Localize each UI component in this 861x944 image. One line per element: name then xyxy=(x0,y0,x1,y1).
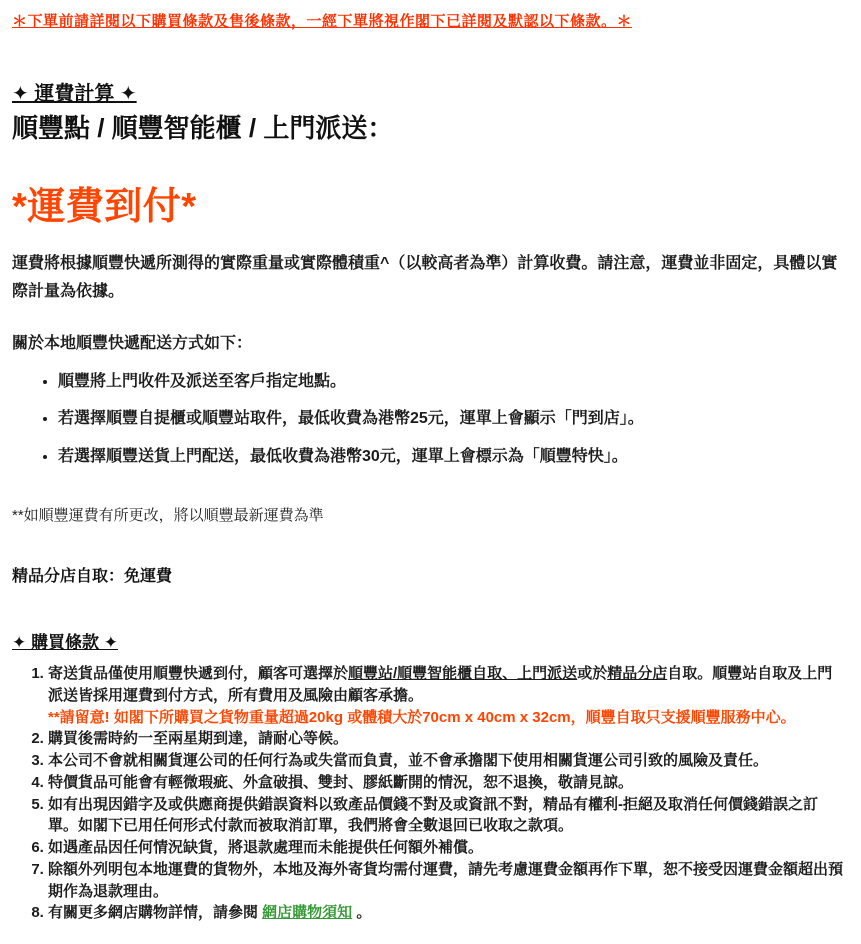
term-item-out-of-stock: 6. 如遇產品因任何情況缺貨，將退款處理而未能提供任何額外補償。 xyxy=(48,837,847,859)
delivery-methods-subheading: 順豐點 / 順豐智能櫃 / 上門派送： xyxy=(12,113,394,143)
purchase-terms-list xyxy=(12,663,847,924)
weight-size-warning: **請留意! 如閣下所購買之貨物重量超過20kg 或體積大於70cm x 40cm x 32cm，順豐自取只支援順豐服務中心。 xyxy=(48,708,796,726)
pre-order-notice: ＊下單前請詳閱以下購買條款及售後條款，一經下單將視作閣下已詳閱及默認以下條款。＊ xyxy=(12,13,633,30)
term1-text: 或於 xyxy=(577,665,608,683)
term-item-pricing-errors: 5. 如有出現因錯字及或供應商提供錯誤資料以致產品價錢不對及或資訊不對，精品有權利-拒絕及取消任何價錢錯誤之訂單。如閣下已用任何形式付款而被取消訂單，我們將會全數退回已收取之款項。 xyxy=(48,794,847,838)
fee-change-note: **如順豐運費有所更改，將以順豐最新運費為準 xyxy=(12,507,324,525)
term1-underlined-boutique: 精品分店 xyxy=(607,665,668,683)
delivery-option-pickup-dispatch: • 順豐將上門收件及派送至客戶指定地點。 xyxy=(58,371,847,393)
delivery-options-list xyxy=(12,371,847,468)
term-item-discounted-goods: 4. 特價貨品可能會有輕微瑕疵、外盒破損、雙封、膠紙斷開的情況，恕不退換，敬請見諒。 xyxy=(48,772,847,794)
term8-text: 有關更多網店購物詳情，請參閱 xyxy=(48,904,263,922)
term-item-carrier-liability: 3. 本公司不會就相關貨運公司的任何行為或失當而負責，並不會承擔閣下使用相關貨運公司引致的風險及責任。 xyxy=(48,750,847,772)
term-item-shipping-cost-refund: 7. 除額外列明包本地運費的貨物外，本地及海外寄貨均需付運費，請先考慮運費金額再作下單，恕不接受因運費金額超出預期作為退款理由。 xyxy=(48,859,847,903)
term1-text: 寄送貨品僅使用順豐快遞到付，顧客可選擇於 xyxy=(48,665,349,683)
fee-basis-paragraph: 運費將根據順豐快遞所測得的實際重量或實際體積重^（以較高者為準）計算收費。請注意，運費並非固定，具體以實際計量為依據。 xyxy=(12,255,838,300)
store-pickup-free-line: 精品分店自取：免運費 xyxy=(12,568,173,586)
term1-underlined-pickup-options: 順豐站/順豐智能櫃自取、上門派送 xyxy=(348,665,578,683)
delivery-option-locker-station: • 若選擇順豐自提櫃或順豐站取件，最低收費為港幣25元，運單上會顯示「門到店」。 xyxy=(58,408,847,430)
term8-text: 。 xyxy=(352,904,372,922)
freight-collect-banner: *運費到付* xyxy=(12,186,197,228)
term-item-shipping-method xyxy=(48,663,847,728)
shipping-fee-heading: ✦ 運費計算 ✦ xyxy=(12,83,137,105)
delivery-intro-line: 關於本地順豐快遞配送方式如下： xyxy=(12,335,253,352)
term1-text: 自取。順豐站自取及上門派送皆採用運費到付方式，所有費用及風險由顧客承擔。 xyxy=(48,665,833,704)
term-item-delivery-time: 2. 購買後需時約一至兩星期到達，請耐心等候。 xyxy=(48,728,847,750)
purchase-terms-heading: ✦ 購買條款 ✦ xyxy=(12,633,118,653)
shop-guidelines-link[interactable]: 網店購物須知 xyxy=(262,904,353,922)
term-item-more-info xyxy=(48,902,847,924)
delivery-option-door-to-door: • 若選擇順豐送貨上門配送，最低收費為港幣30元，運單上會標示為「順豐特快」。 xyxy=(58,446,847,468)
